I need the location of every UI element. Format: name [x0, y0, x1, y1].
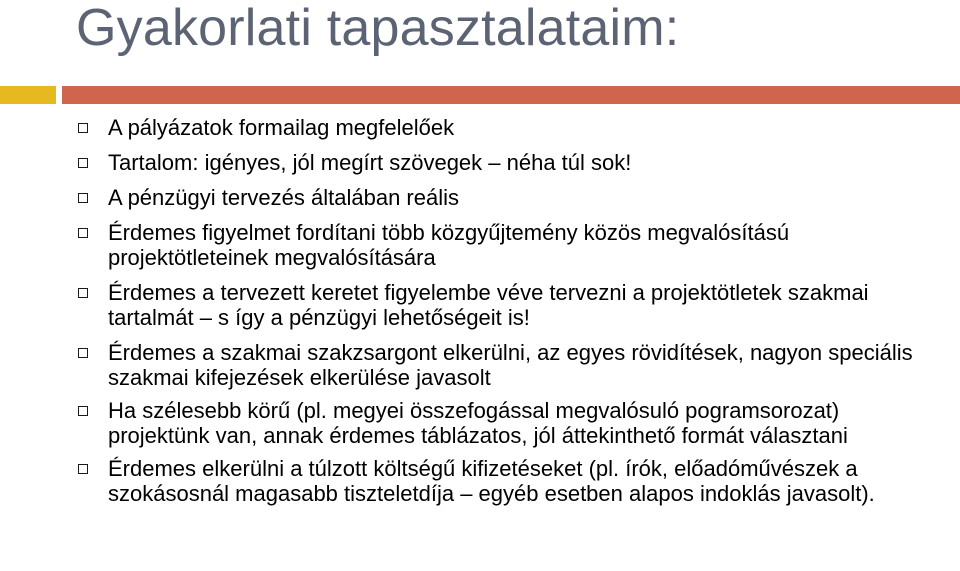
bullet-item: [76, 398, 946, 448]
bullet-item: [76, 340, 946, 390]
hollow-square-icon: [78, 348, 88, 358]
hollow-square-icon: [78, 288, 88, 298]
bullet-text: A pályázatok formailag megfelelőek: [108, 115, 455, 140]
bullet-list: [76, 115, 946, 514]
bullet-text: Érdemes elkerülni a túlzott költségű kifizetéseket (pl. írók, előadóművészek a szokásosnál magasabb tiszteletdíja – egyéb esetben alapos indoklás javasolt).: [108, 456, 875, 506]
bullet-text: A pénzügyi tervezés általában reális: [108, 185, 459, 210]
accent-bar-gold: [0, 86, 56, 104]
accent-bar-orange: [62, 86, 960, 104]
bullet-text: Érdemes figyelmet fordítani több közgyűjtemény közös megvalósítású projektötleteinek megvalósítására: [108, 220, 790, 270]
bullet-item: [76, 185, 946, 210]
bullet-item: [76, 115, 946, 140]
hollow-square-icon: [78, 158, 88, 168]
bullet-item: [76, 150, 946, 175]
hollow-square-icon: [78, 193, 88, 203]
bullet-text: Tartalom: igényes, jól megírt szövegek – néha túl sok!: [108, 150, 632, 175]
slide-title: Gyakorlati tapasztalataim:: [76, 0, 680, 57]
bullet-text: Érdemes a szakmai szakzsargont elkerülni, az egyes rövidítések, nagyon speciális szakmai kifejezések elkerülése javasolt: [108, 340, 913, 390]
hollow-square-icon: [78, 123, 88, 133]
bullet-item: [76, 220, 946, 270]
bullet-item: [76, 280, 946, 330]
hollow-square-icon: [78, 464, 88, 474]
bullet-item: [76, 456, 946, 506]
hollow-square-icon: [78, 228, 88, 238]
bullet-text: Ha szélesebb körű (pl. megyei összefogással megvalósuló pogramsorozat) projektünk van, annak érdemes táblázatos, jól áttekinthető formát választani: [108, 398, 848, 448]
hollow-square-icon: [78, 406, 88, 416]
bullet-text: Érdemes a tervezett keretet figyelembe véve tervezni a projektötletek szakmai tartalmát – s így a pénzügyi lehetőségeit is!: [108, 280, 869, 330]
